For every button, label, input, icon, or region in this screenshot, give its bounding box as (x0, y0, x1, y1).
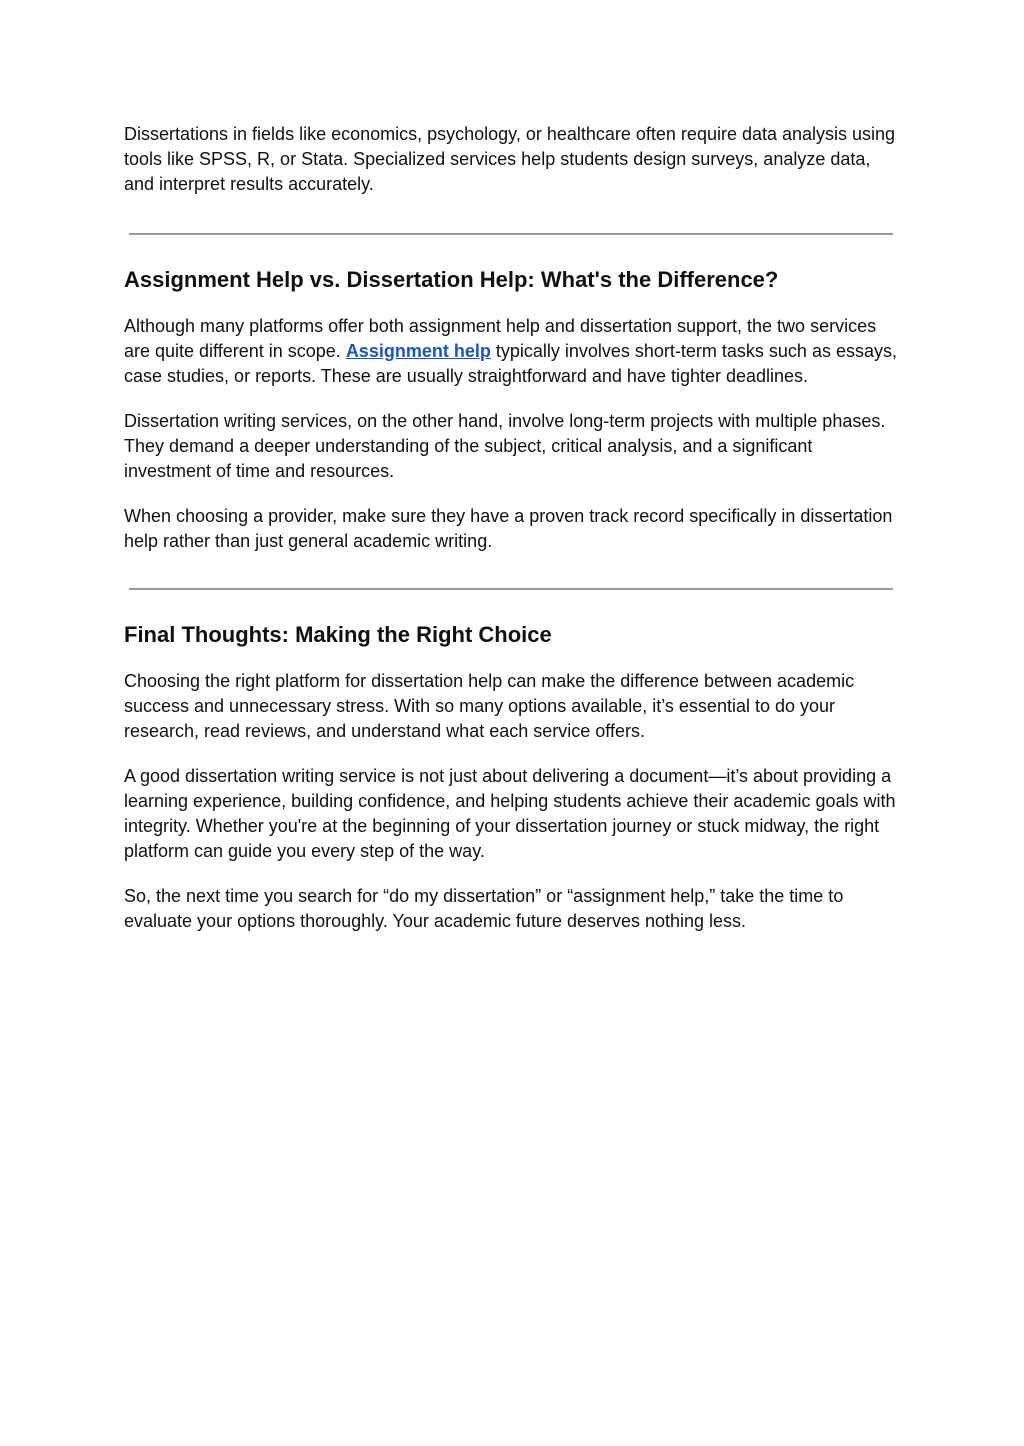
section-heading-final-thoughts: Final Thoughts: Making the Right Choice (124, 622, 552, 647)
difference-paragraph-2: Dissertation writing services, on the other hand, involve long-term projects with multiple phases. They demand a deeper understanding of the subject, critical analysis, and a significant investment of time and resources. (124, 411, 886, 481)
difference-paragraph-1-text-end: typically involves short-term tasks such as essays, case studies, or reports. These are usually straightforward and have tighter deadlines. (124, 341, 897, 386)
section-divider (129, 588, 893, 590)
assignment-help-link[interactable]: Assignment help (345, 341, 491, 361)
document-page (124, 120, 904, 954)
difference-paragraph-1-text-start: Although many platforms offer both assignment help and dissertation support, the two services are quite different in scope. (124, 316, 877, 361)
section-divider (129, 233, 893, 235)
difference-paragraph-1 (124, 314, 904, 389)
final-paragraph-1: Choosing the right platform for dissertation help can make the difference between academic success and unnecessary stress. With so many options available, it’s essential to do your research, read reviews, and understand what each service offers. (124, 671, 855, 741)
final-paragraph-3: So, the next time you search for “do my dissertation” or “assignment help,” take the time to evaluate your options thoroughly. Your academic future deserves nothing less. (124, 886, 844, 931)
final-paragraph-2: A good dissertation writing service is not just about delivering a document—it’s about providing a learning experience, building confidence, and helping students achieve their academic goals with integrity. Whether you're at the beginning of your dissertation journey or stuck midway, the right platform can guide you every step of the way. (124, 766, 896, 861)
difference-paragraph-3: When choosing a provider, make sure they have a proven track record specifically in dissertation help rather than just general academic writing. (124, 506, 893, 551)
intro-paragraph: Dissertations in fields like economics, psychology, or healthcare often require data analysis using tools like SPSS, R, or Stata. Specialized services help students design surveys, analyze data, and interpret results accurately. (124, 124, 896, 194)
section-heading-difference: Assignment Help vs. Dissertation Help: What's the Difference? (124, 267, 779, 292)
